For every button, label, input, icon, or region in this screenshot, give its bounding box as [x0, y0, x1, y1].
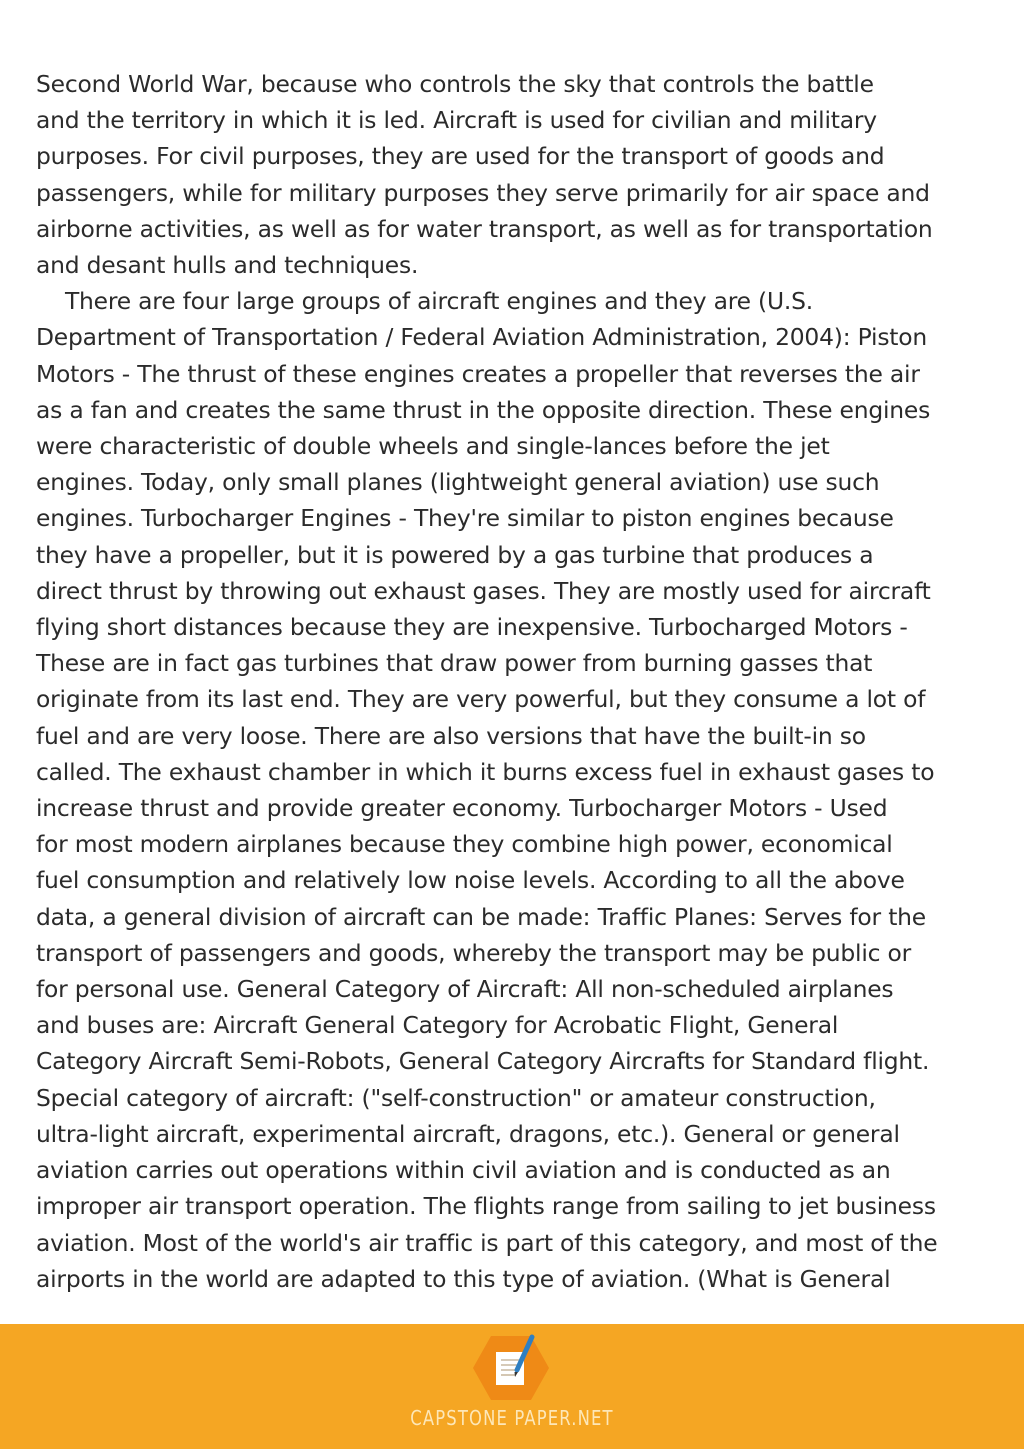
text-line: airports in the world are adapted to this type of aviation. (What is General [36, 1264, 891, 1293]
text-line: for personal use. General Category of Aircraft: All non-scheduled airplanes [36, 975, 894, 1004]
text-line: for most modern airplanes because they combine high power, economical [36, 830, 893, 859]
text-line: and desant hulls and techniques. [36, 251, 419, 280]
text-line: airborne activities, as well as for water transport, as well as for transportation [36, 214, 933, 243]
text-line: aviation carries out operations within civil aviation and is conducted as an [36, 1156, 891, 1185]
text-line: direct thrust by throwing out exhaust gases. They are mostly used for aircraft [36, 576, 931, 605]
text-line: and the territory in which it is led. Aircraft is used for civilian and military [36, 106, 877, 135]
text-line: originate from its last end. They are very powerful, but they consume a lot of [36, 685, 926, 714]
text-line: as a fan and creates the same thrust in the opposite direction. These engines [36, 395, 931, 424]
text-line: These are in fact gas turbines that draw power from burning gasses that [36, 649, 873, 678]
text-line: passengers, while for military purposes they serve primarily for air space and [36, 178, 930, 207]
text-line: ultra-light aircraft, experimental aircraft, dragons, etc.). General or general [36, 1119, 900, 1148]
text-line: purposes. For civil purposes, they are used for the transport of goods and [36, 142, 885, 171]
text-line: transport of passengers and goods, whereby the transport may be public or [36, 938, 912, 967]
text-line: they have a propeller, but it is powered by a gas turbine that produces a [36, 540, 874, 569]
text-line: were characteristic of double wheels and single-lances before the jet [36, 432, 830, 461]
text-line: data, a general division of aircraft can be made: Traffic Planes: Serves for the [36, 902, 926, 931]
text-line: flying short distances because they are inexpensive. Turbocharged Motors - [36, 613, 908, 642]
text-line: engines. Turbocharger Engines - They're similar to piston engines because [36, 504, 894, 533]
text-line: aviation. Most of the world's air traffic is part of this category, and most of the [36, 1228, 938, 1257]
text-line: Department of Transportation / Federal Aviation Administration, 2004): Piston [36, 323, 928, 352]
text-line: Motors - The thrust of these engines creates a propeller that reverses the air [36, 359, 920, 388]
document-body [36, 66, 996, 1297]
text-line: fuel consumption and relatively low noise levels. According to all the above [36, 866, 905, 895]
footer-banner [0, 1324, 1024, 1449]
text-line: There are four large groups of aircraft engines and they are (U.S. [36, 287, 814, 316]
text-line: Special category of aircraft: ("self-construction" or amateur construction, [36, 1083, 876, 1112]
text-line: engines. Today, only small planes (lightweight general aviation) use such [36, 468, 880, 497]
text-line: Second World War, because who controls the sky that controls the battle [36, 70, 874, 98]
text-line: increase thrust and provide greater economy. Turbocharger Motors - Used [36, 794, 888, 823]
text-line: Category Aircraft Semi-Robots, General Category Aircrafts for Standard flight. [36, 1047, 930, 1076]
text-line: and buses are: Aircraft General Category for Acrobatic Flight, General [36, 1011, 839, 1040]
text-line: fuel and are very loose. There are also versions that have the built-in so [36, 721, 866, 750]
text-line: called. The exhaust chamber in which it burns excess fuel in exhaust gases to [36, 757, 935, 786]
footer-brand-text: CAPSTONE PAPER.NET [410, 1406, 614, 1430]
document-pen-hexagon-icon [471, 1332, 551, 1408]
text-line: improper air transport operation. The flights range from sailing to jet business [36, 1192, 936, 1221]
